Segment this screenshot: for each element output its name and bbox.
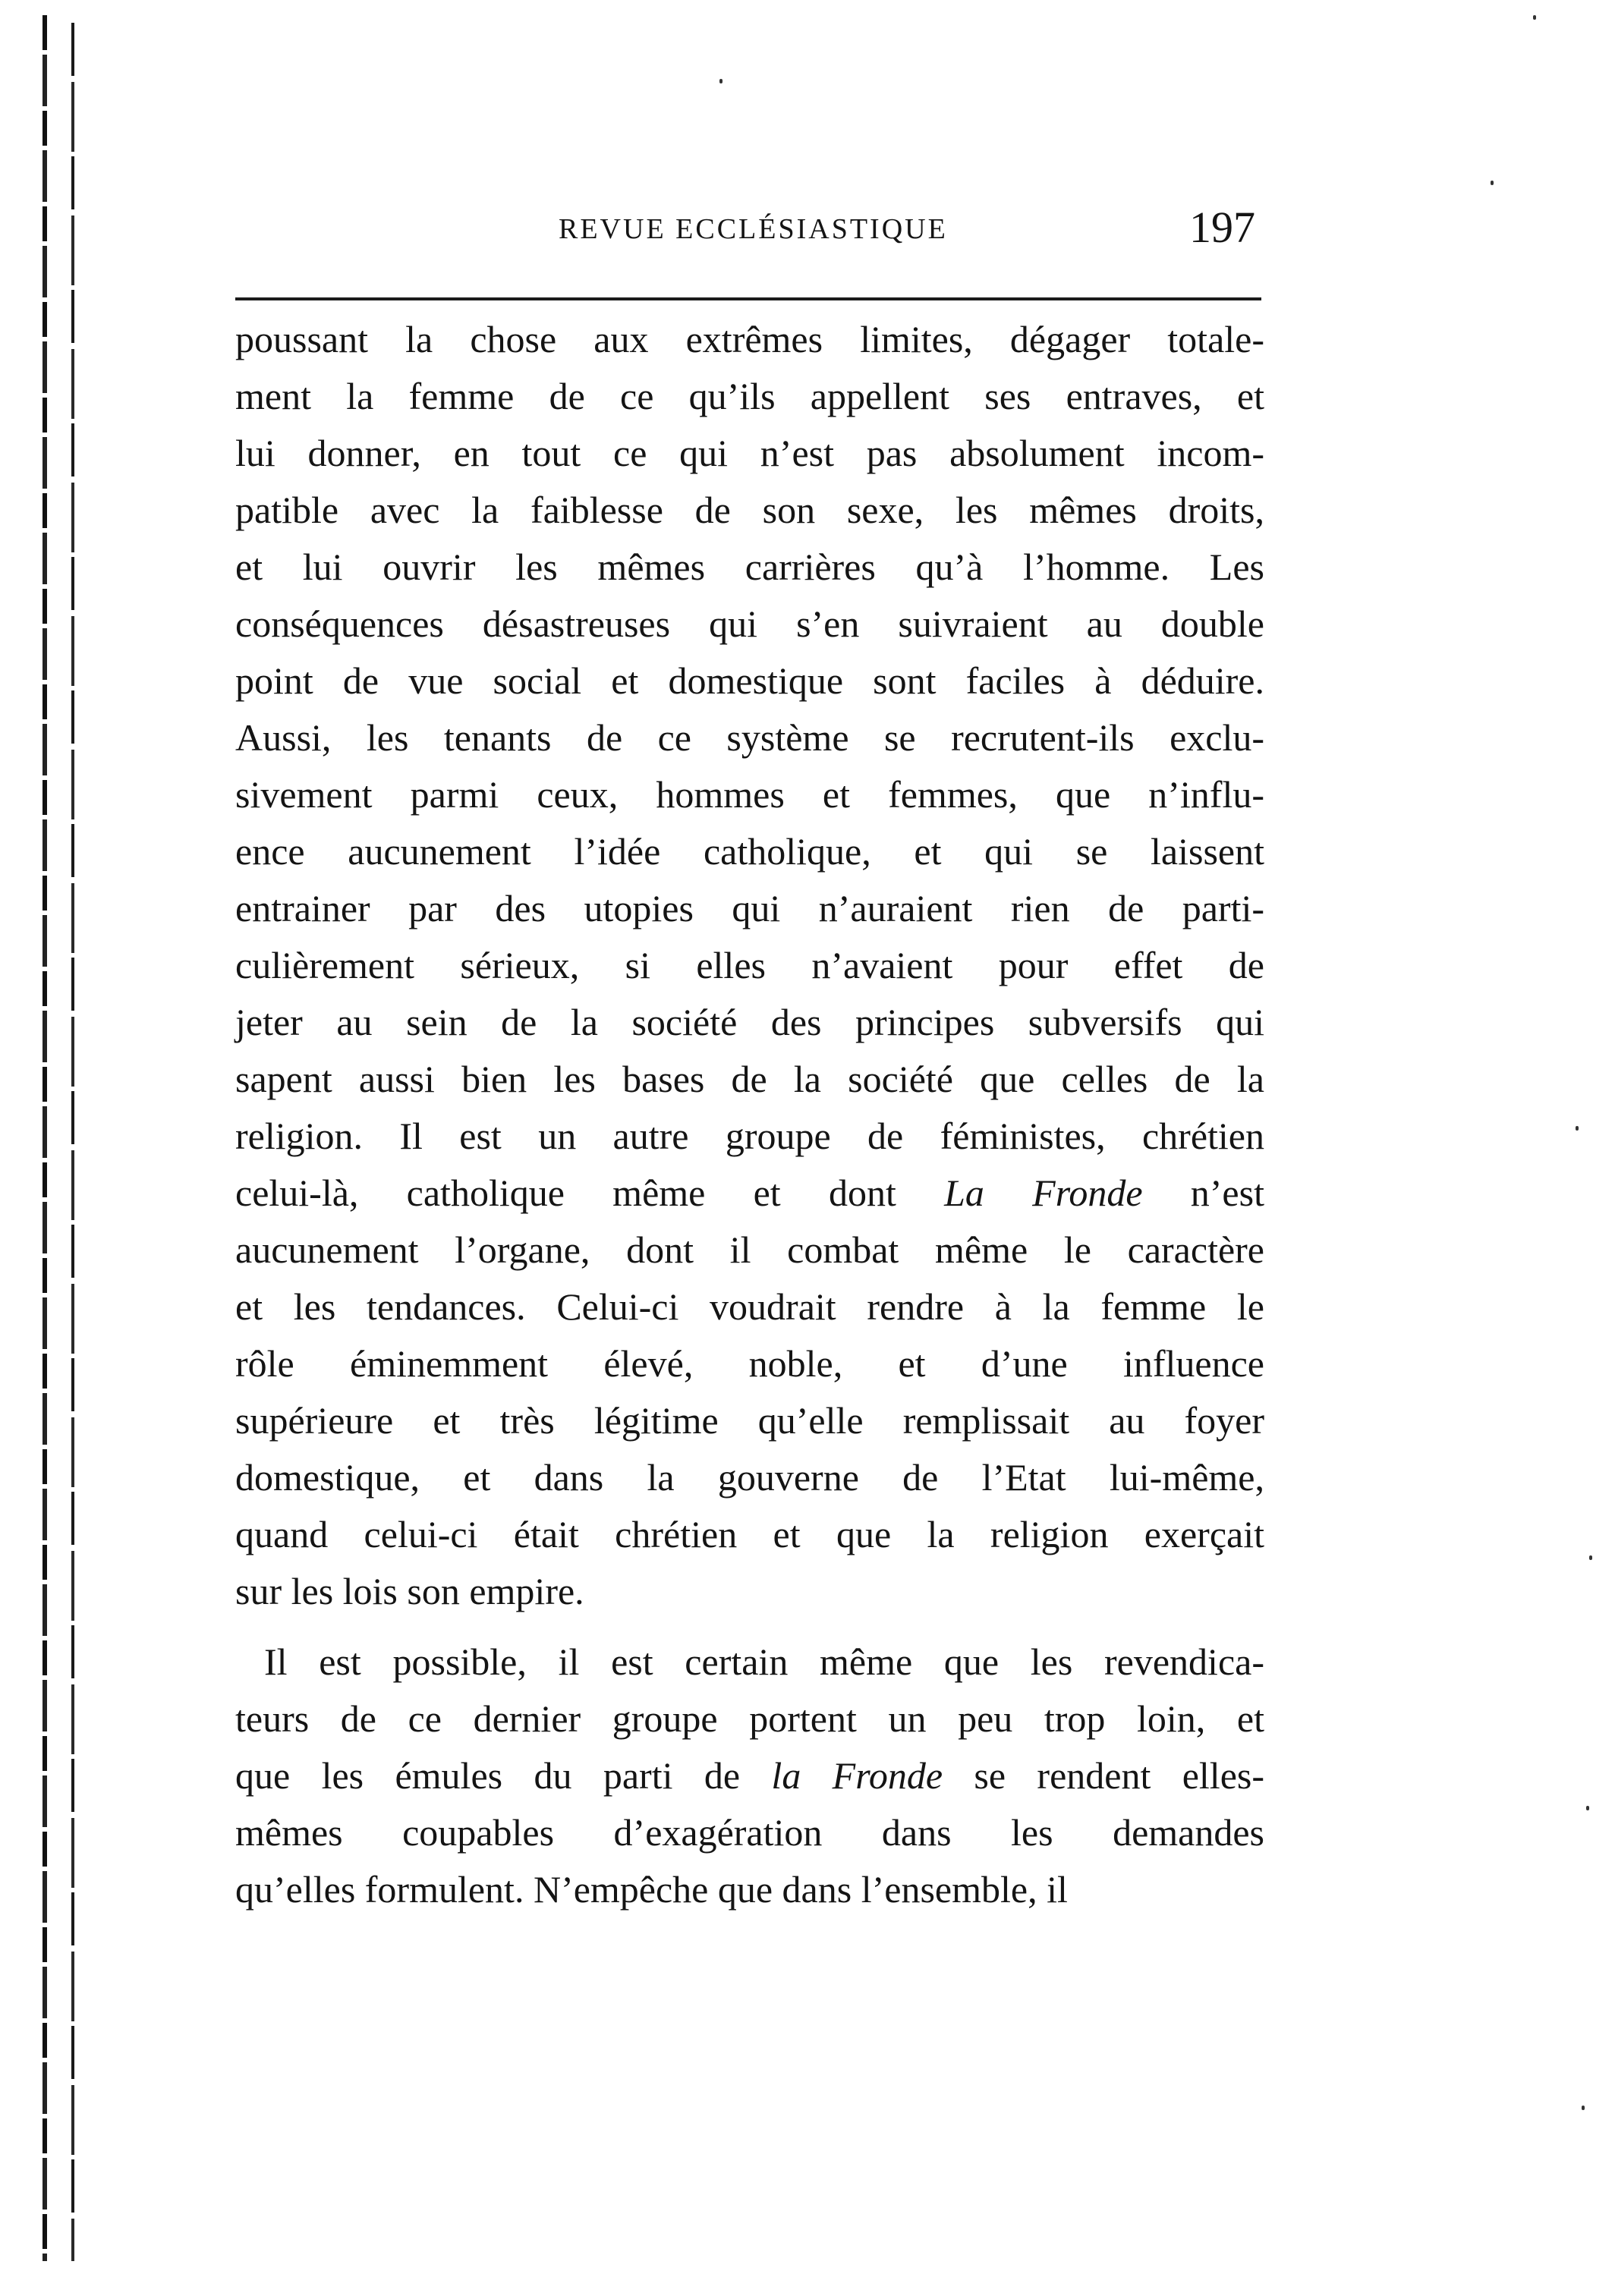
text-line: domestique, et dans la gouverne de l’Etat lui-même, <box>235 1456 1264 1499</box>
text-line: supérieure et très légitime qu’elle remplissait au foyer <box>235 1399 1264 1442</box>
text-line: quand celui-ci était chrétien et que la religion exerçait <box>235 1513 1264 1555</box>
text-line: Aussi, les tenants de ce système se recrutent-ils exclu- <box>235 716 1264 759</box>
text-line: mêmes coupables d’exagération dans les demandes <box>235 1811 1264 1854</box>
text-line: sivement parmi ceux, hommes et femmes, que n’influ- <box>235 773 1264 816</box>
page-number: 197 <box>1189 203 1255 252</box>
scan-speck <box>1586 1806 1589 1810</box>
paragraph <box>235 1634 1264 1918</box>
text-line: lui donner, en tout ce qui n’est pas absolument incom- <box>235 432 1264 474</box>
italic-title: la Fronde <box>771 1754 943 1797</box>
text-line <box>235 1165 1264 1222</box>
body-text <box>235 311 1264 1918</box>
text-line <box>235 1747 1264 1804</box>
text-line: ment la femme de ce qu’ils appellent ses entraves, et <box>235 375 1264 417</box>
text-line: point de vue social et domestique sont faciles à déduire. <box>235 659 1264 702</box>
text-line: aucunement l’organe, dont il combat même le caractère <box>235 1228 1264 1271</box>
scan-speck <box>1576 1126 1579 1131</box>
scan-speck <box>1491 181 1494 185</box>
text-line: jeter au sein de la société des principes subversifs qui <box>235 1001 1264 1043</box>
text-line: teurs de ce dernier groupe portent un peu trop loin, et <box>235 1697 1264 1740</box>
text-segment: se rendent elles- <box>943 1754 1265 1797</box>
text-line: et les tendances. Celui-ci voudrait rendre à la femme le <box>235 1285 1264 1328</box>
text-line: sur les lois son empire. <box>235 1570 584 1612</box>
text-line: poussant la chose aux extrêmes limites, dégager totale- <box>235 318 1264 360</box>
text-line: culièrement sérieux, si elles n’avaient pour effet de <box>235 944 1264 986</box>
text-line: sapent aussi bien les bases de la société que celles de la <box>235 1058 1264 1100</box>
text-line: conséquences désastreuses qui s’en suivraient au double <box>235 602 1264 645</box>
scan-speck <box>1533 15 1536 20</box>
text-line: et lui ouvrir les mêmes carrières qu’à l’homme. Les <box>235 546 1264 588</box>
scan-speck <box>1589 1555 1592 1560</box>
text-segment: n’est <box>1142 1172 1264 1214</box>
scan-speck <box>719 79 722 83</box>
text-segment: celui-là, catholique même et dont <box>235 1172 945 1214</box>
page-header <box>235 203 1261 255</box>
text-line: rôle éminemment élevé, noble, et d’une influence <box>235 1342 1264 1385</box>
text-line: religion. Il est un autre groupe de féministes, chrétien <box>235 1115 1264 1157</box>
italic-title: La Fronde <box>944 1172 1143 1214</box>
text-line: patible avec la faiblesse de son sexe, les mêmes droits, <box>235 489 1264 531</box>
binding-edge-shadow <box>42 15 47 2261</box>
text-line: entrainer par des utopies qui n’auraient rien de parti- <box>235 887 1264 929</box>
text-line: Il est possible, il est certain même que les revendica- <box>264 1640 1264 1683</box>
header-rule <box>235 297 1261 300</box>
text-line: ence aucunement l’idée catholique, et qui se laissent <box>235 830 1264 873</box>
paragraph-gap <box>235 1620 1264 1634</box>
running-head: REVUE ECCLÉSIASTIQUE <box>559 213 948 245</box>
text-line: qu’elles formulent. N’empêche que dans l’ensemble, il <box>235 1868 1068 1911</box>
paragraph <box>235 311 1264 1620</box>
scan-speck <box>1582 2106 1585 2110</box>
binding-edge-shadow-inner <box>71 23 74 2261</box>
text-segment: que les émules du parti de <box>235 1754 772 1797</box>
